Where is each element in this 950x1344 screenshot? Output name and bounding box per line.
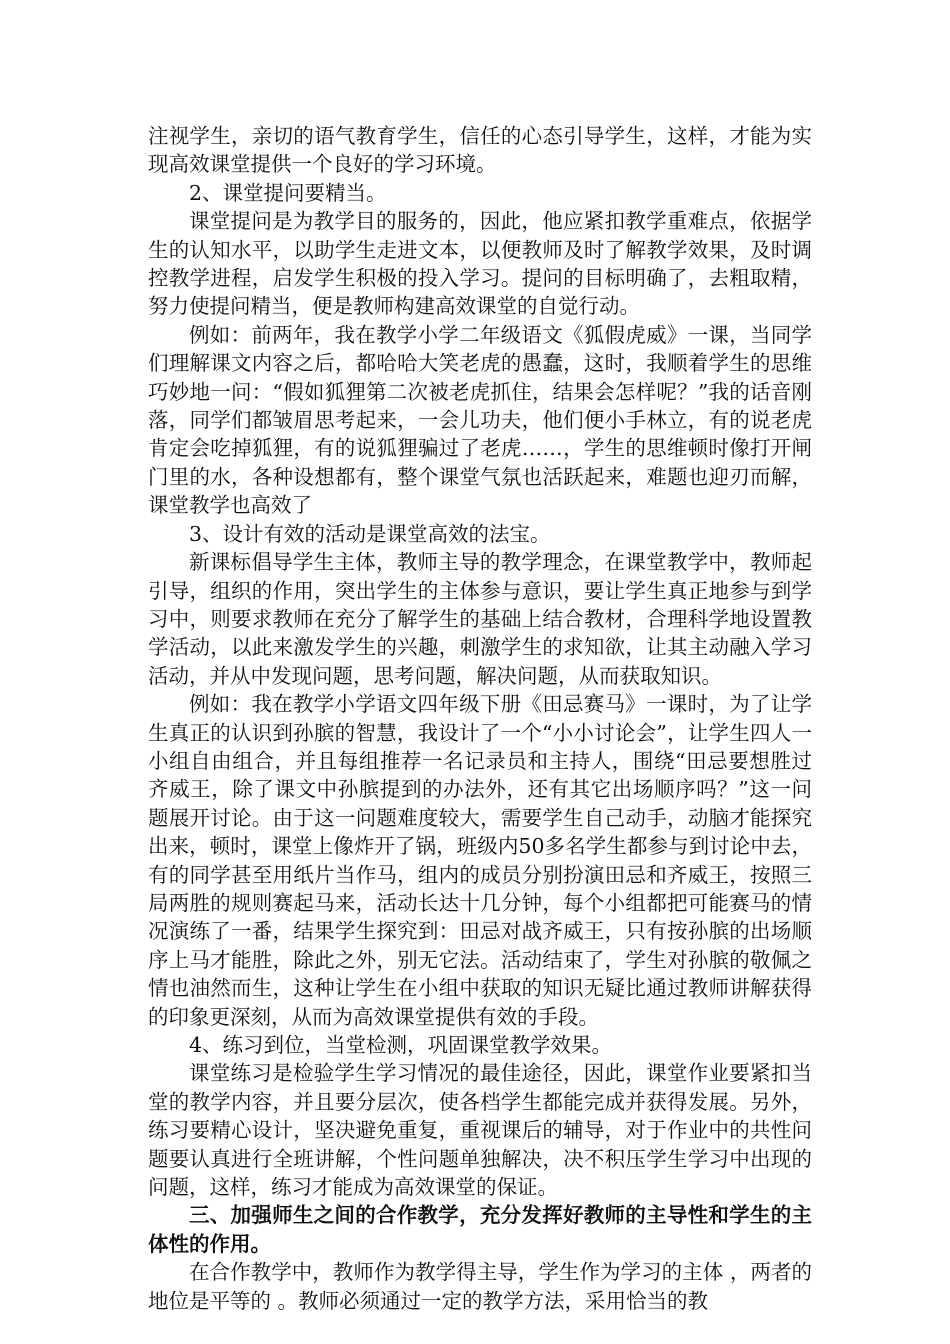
paragraph-curriculum-standards: 新课标倡导学生主体，教师主导的教学理念，在课堂教学中，教师起引导，组织的作用，突出学生的主体参与意识，要让学生真正地参与到学习中，则要求教师在充分了解学生的基础上结合教材，合理科学地设置教学活动，以此来激发学生的兴趣，刺激学生的求知欲，让其主动融入学习活动，并从中发现问题，思考问题，解决问题，从而获取知识。 xyxy=(148,550,812,688)
paragraph-cooperative-teaching: 在合作教学中，教师作为教学得主导，学生作为学习的主体 ，两者的地位是平等的 。教师必须通过一定的教学方法，采用恰当的教 xyxy=(148,1260,812,1313)
paragraph-example-fox: 例如：前两年，我在教学小学二年级语文《狐假虎威》一课，当同学们理解课文内容之后，都哈哈大笑老虎的愚蠢，这时，我顺着学生的思维巧妙地一问：“假如狐狸第二次被老虎抓住，结果会怎样呢？”我的话音刚落，同学们都皱眉思考起来，一会儿功夫，他们便小手林立，有的说老虎肯定会吃掉狐狸，有的说狐狸骗过了老虎……，学生的思维顿时像打开闸门里的水，各种设想都有，整个课堂气氛也活跃起来，难题也迎刃而解，课堂教学也高效了 xyxy=(148,322,812,518)
paragraph-example-horse-race: 例如：我在教学小学语文四年级下册《田忌赛马》一课时，为了让学生真正的认识到孙膑的智慧，我设计了一个“小小讨论会”，让学生四人一小组自由组合，并且每组推荐一名记录员和主持人，围绕“田忌要想胜过齐威王，除了课文中孙膑提到的办法外，还有其它出场顺序吗？”这一问题展开讨论。由于这一问题难度较大，需要学生自己动手，动脑才能探究出来，顿时，课堂上像炸开了锅，班级内50多名学生都参与到讨论中去，有的同学甚至用纸片当作马，组内的成员分别扮演田忌和齐威王，按照三局两胜的规则赛起马来，活动长达十几分钟，每个小组都把可能赛马的情况演练了一番，结果学生探究到：田忌对战齐威王，只有按孙膑的出场顺序上马才能胜，除此之外，别无它法。活动结束了，学生对孙膑的敬佩之情也油然而生，这种让学生在小组中获取的知识无疑比通过教师讲解获得的印象更深刻，从而为高效课堂提供有效的手段。 xyxy=(148,692,812,1029)
paragraph-practice: 课堂练习是检验学生学习情况的最佳途径，因此，课堂作业要紧扣当堂的教学内容，并且要分层次，使各档学生都能完成并获得发展。另外，练习要精心设计，坚决避免重复，重视课后的辅导，对于作业中的共性问题要认真进行全班讲解，个性问题单独解决，决不积压学生学习中出现的问题，这样，练习才能成为高效课堂的保证。 xyxy=(148,1061,812,1200)
document-body xyxy=(148,122,812,1315)
section-heading-cooperative-teaching: 三、加强师生之间的合作教学，充分发挥好教师的主导性和学生的主体性的作用。 xyxy=(148,1203,812,1256)
paragraph-questioning: 课堂提问是为教学目的服务的，因此，他应紧扣教学重难点，依据学生的认知水平，以助学生走进文本，以便教师及时了解教学效果，及时调控教学进程，启发学生积极的投入学习。提问的目标明确了，去粗取精，努力使提问精当，便是教师构建高效课堂的自觉行动。 xyxy=(148,209,812,319)
subheading-classroom-questions: 2、课堂提问要精当。 xyxy=(189,180,387,205)
subheading-practice: 4、练习到位，当堂检测，巩固课堂教学效果。 xyxy=(189,1033,613,1057)
subheading-effective-activities: 3、设计有效的活动是课堂高效的法宝。 xyxy=(189,521,551,546)
paragraph-continuation: 注视学生，亲切的语气教育学生，信任的心态引导学生，这样，才能为实现高效课堂提供一个良好的学习环境。 xyxy=(148,124,812,177)
